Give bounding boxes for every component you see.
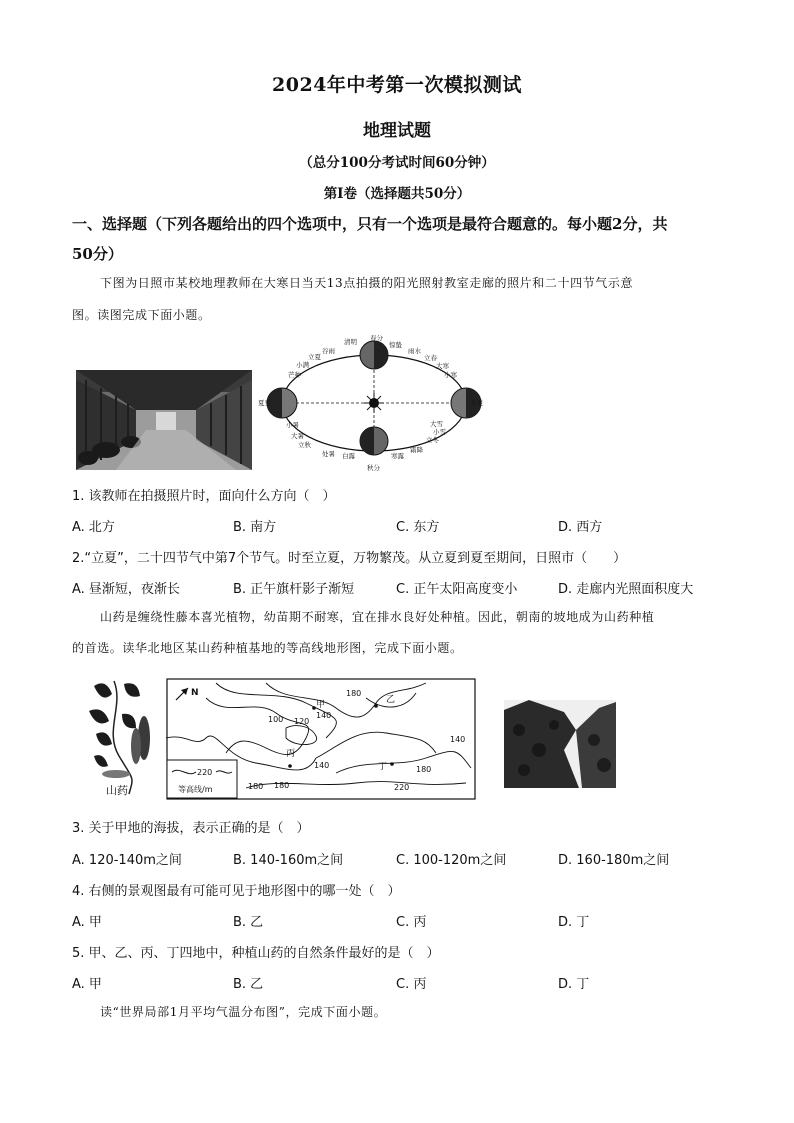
- passage2-line2: 的首选。读华北地区某山药种植基地的等高线地形图，完成下面小题。: [72, 641, 463, 655]
- term-daxue: 大雪: [430, 420, 443, 428]
- contour-140-b: 140: [450, 735, 466, 744]
- q5-option-a: A. 甲: [72, 977, 102, 992]
- q4-option-a: A. 甲: [72, 915, 102, 930]
- legend-text: 等高线/m: [178, 785, 213, 794]
- contour-120: 120: [294, 717, 310, 726]
- term-dashu: 大暑: [291, 432, 304, 440]
- q1-option-c: C. 东方: [396, 520, 440, 535]
- corridor-photo: [76, 370, 252, 470]
- q3-option-d: D. 160-180m之间: [558, 853, 670, 868]
- north-label: N: [191, 688, 199, 698]
- landscape-photo: [504, 700, 616, 788]
- term-shuangjiang: 霜降: [410, 446, 423, 454]
- q3-option-a: A. 120-140m之间: [72, 853, 182, 868]
- term-guyu: 谷雨: [322, 347, 335, 355]
- point-yi: 乙: [386, 695, 396, 705]
- q1-option-b: B. 南方: [233, 520, 277, 535]
- term-dahan: 大寒: [436, 362, 449, 370]
- q2-option-b: B. 正午旗杆影子渐短: [233, 582, 355, 597]
- term-xiaohan: 小寒: [444, 371, 457, 379]
- section-heading-line1: 一、选择题（下列各题给出的四个选项中，只有一个选项是最符合题意的。每小题2分，共: [72, 215, 668, 233]
- q5-stem: 5. 甲、乙、丙、丁四地中，种植山药的自然条件最好的是（ ）: [72, 946, 440, 961]
- shanyao-label: 山药: [106, 784, 128, 797]
- term-qiufen: 秋分: [367, 464, 380, 472]
- point-bing: 丙: [286, 749, 296, 759]
- contour-180-b: 180: [416, 765, 432, 774]
- q4-option-d: D. 丁: [558, 915, 590, 930]
- exam-note: （总分100分考试时间60分钟）: [299, 155, 495, 171]
- term-yushui: 雨水: [408, 347, 421, 355]
- exam-title: 2024年中考第一次模拟测试: [272, 74, 522, 96]
- term-liqiu: 立秋: [298, 441, 311, 449]
- subject-title: 地理试题: [363, 121, 431, 141]
- q5-option-b: B. 乙: [233, 977, 264, 992]
- term-chunfen: 春分: [370, 335, 383, 342]
- earth-bottom-icon: [360, 427, 388, 455]
- contour-140-a: 140: [316, 711, 332, 720]
- q5-option-c: C. 丙: [396, 977, 427, 992]
- q3-option-b: B. 140-160m之间: [233, 853, 344, 868]
- term-mangzhong: 芒种: [288, 371, 301, 379]
- contour-100: 100: [268, 715, 284, 724]
- term-hanlu: 寒露: [391, 452, 404, 460]
- contour-180-a: 180: [346, 689, 362, 698]
- q2-option-d: D. 走廊内光照面积度大: [558, 582, 694, 597]
- section-heading-line2: 50分）: [72, 245, 123, 263]
- contour-map: [166, 678, 476, 800]
- point-jia: 甲: [316, 700, 326, 710]
- q1-stem: 1. 该教师在拍摄照片时，面向什么方向（ ）: [72, 489, 336, 504]
- yam-plant-illustration: [74, 676, 158, 798]
- term-chushu: 处暑: [322, 450, 335, 458]
- term-jingzhe: 惊蛰: [389, 341, 402, 349]
- q5-option-d: D. 丁: [558, 977, 590, 992]
- q3-stem: 3. 关于甲地的海拔，表示正确的是（ ）: [72, 821, 310, 836]
- q3-option-c: C. 100-120m之间: [396, 853, 507, 868]
- q2-stem: 2.“立夏”，二十四节气中第7个节气。时至立夏，万物繁茂。从立夏到夏至期间，日照市（ ）: [72, 551, 627, 566]
- q4-stem: 4. 右侧的景观图最有可能可见于地形图中的哪一处（ ）: [72, 884, 401, 899]
- term-xiaoman: 小满: [296, 361, 309, 369]
- earth-top-icon: [360, 341, 388, 369]
- q4-option-c: C. 丙: [396, 915, 427, 930]
- passage2-line1: 山药是缠绕性藤本喜光植物，幼苗期不耐寒，宜在排水良好处种植。因此，朝南的坡地成为山药种植: [100, 610, 655, 624]
- sun-icon: [364, 393, 384, 413]
- q2-option-c: C. 正午太阳高度变小: [396, 582, 518, 597]
- passage1-line2: 图。读图完成下面小题。: [72, 308, 211, 322]
- q2-option-a: A. 昼渐短，夜渐长: [72, 582, 180, 597]
- term-dongzhi: 冬至: [470, 399, 483, 407]
- contour-140-c: 140: [314, 761, 330, 770]
- passage3-line1: 读“世界局部1月平均气温分布图”，完成下面小题。: [100, 1005, 387, 1019]
- term-xiazhi: 夏至: [258, 399, 271, 407]
- term-lichun: 立春: [424, 354, 437, 362]
- point-ding: 丁: [378, 762, 388, 772]
- term-lidong: 立冬: [426, 436, 439, 444]
- term-qingming: 清明: [344, 338, 357, 346]
- term-xiaoshu: 小暑: [286, 421, 299, 429]
- term-bailu: 白露: [342, 452, 355, 460]
- contour-180-c: 180: [274, 781, 290, 790]
- q1-option-a: A. 北方: [72, 520, 115, 535]
- volume-title: 第Ⅰ卷（选择题共50分）: [323, 186, 471, 202]
- passage1-line1: 下图为日照市某校地理教师在大寒日当天13点拍摄的阳光照射教室走廊的照片和二十四节气示意: [100, 276, 634, 290]
- earth-left-icon: [267, 388, 297, 418]
- term-lixia: 立夏: [308, 353, 321, 361]
- legend-value: 220: [197, 768, 213, 777]
- contour-180-d: 180: [248, 782, 264, 791]
- contour-220: 220: [394, 783, 410, 792]
- term-xiaoxue: 小雪: [433, 428, 446, 436]
- q1-option-d: D. 西方: [558, 520, 603, 535]
- solar-terms-orbit-diagram: [258, 335, 490, 472]
- q4-option-b: B. 乙: [233, 915, 264, 930]
